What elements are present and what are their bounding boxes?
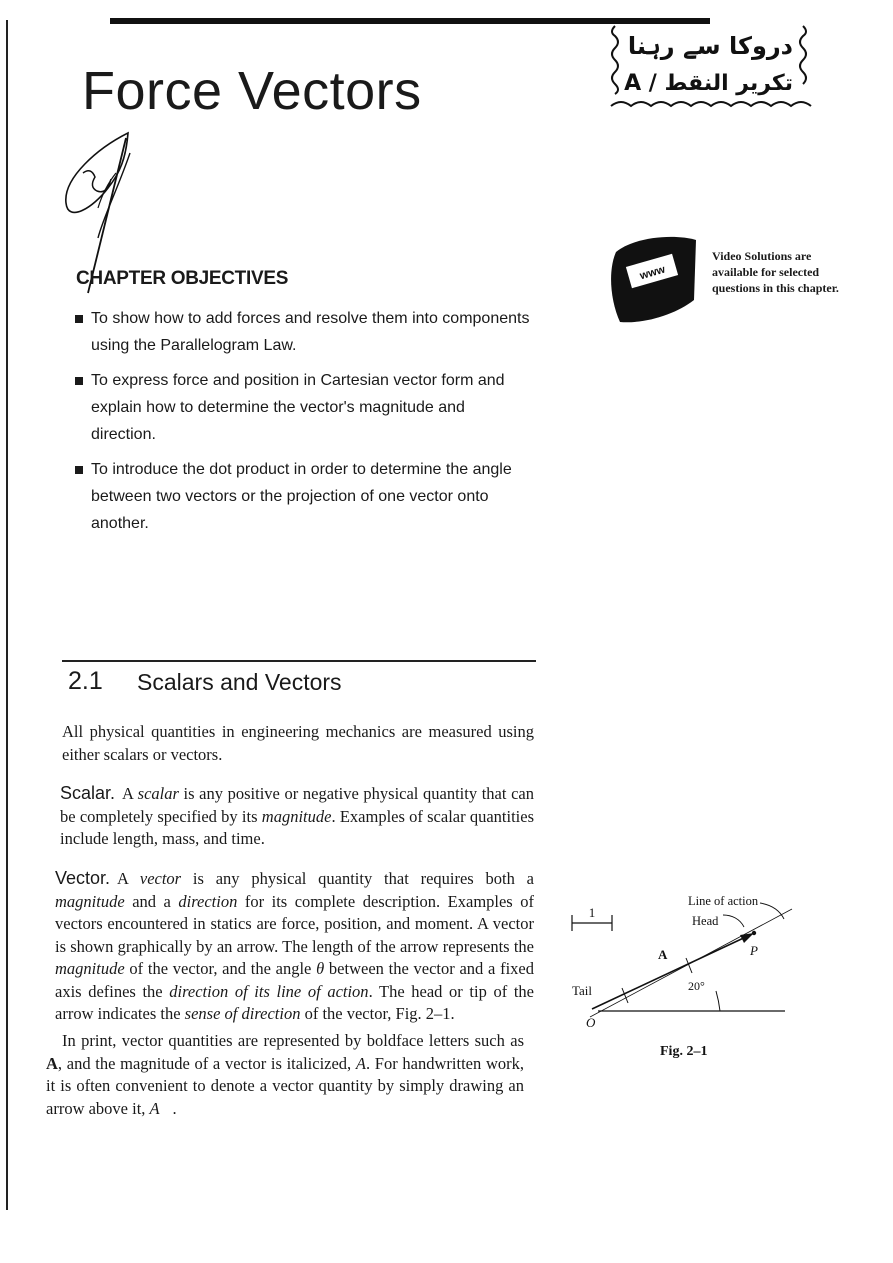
objectives-heading: CHAPTER OBJECTIVES — [76, 268, 289, 289]
stamp-line-2: A / تکریر النقط — [624, 71, 793, 96]
objective-item: To show how to add forces and resolve them into components using the Parallelogram Law. — [74, 305, 534, 359]
figure-2-1 — [560, 885, 800, 1060]
vector-a-shaft — [592, 935, 750, 1009]
section-title: Scalars and Vectors — [137, 669, 342, 695]
head-pointer — [723, 915, 744, 927]
print-paragraph: In print, vector quantities are represented by boldface letters such as A, and the magnitude of a vector is italicized, A. For handwritten work, it is often convenient to denote a vector quantity by simply drawing an arrow above it, A⃗. — [46, 1031, 524, 1118]
vector-a-head — [740, 933, 754, 943]
intro-paragraph: All physical quantities in engineering mechanics are measured using either scalars or vectors. — [62, 722, 534, 764]
left-border-line — [6, 20, 8, 1210]
objective-item: To express force and position in Cartesian vector form and explain how to determine the vector's magnitude and direction. — [74, 367, 534, 448]
section-number: 2.1 — [68, 667, 103, 695]
line-of-action-pointer — [760, 903, 784, 919]
scalar-paragraph: Scalar. A scalar is any positive or negative physical quantity that can be completely specified by its magnitude. Examples of scalar quantities include length, mass, and time. — [60, 783, 535, 848]
point-p-label: P — [750, 943, 758, 958]
vector-a-label: A — [658, 947, 668, 962]
video-solutions-icon — [606, 230, 700, 326]
section-rule — [62, 660, 536, 662]
objective-item: To introduce the dot product in order to determine the angle between two vectors or the projection of one vector onto another. — [74, 456, 534, 537]
tick-mark — [622, 988, 628, 1003]
scalar-heading: Scalar. — [60, 783, 116, 803]
angle-label: 20° — [688, 979, 705, 993]
origin-label: O — [586, 1015, 596, 1030]
point-p-dot — [752, 931, 756, 935]
handwritten-stamp — [603, 18, 818, 116]
video-solutions-note: Video Solutions are available for selected questions in this chapter. — [712, 249, 839, 295]
head-label: Head — [692, 914, 719, 928]
chapter-title: Force Vectors — [82, 61, 422, 121]
line-of-action-label: Line of action — [688, 894, 759, 908]
tail-label: Tail — [572, 983, 593, 998]
stamp-line-1: دروکا سے رہنا — [627, 32, 793, 60]
www-label: www — [638, 263, 667, 283]
angle-arc — [716, 991, 720, 1011]
vector-paragraph: Vector. A vector is any physical quantity that requires both a magnitude and a direction for its complete description. Examples of vectors encountered in statics are force, position, and moment. A vector is shown graphically by an arrow. The length of the arrow represents the magnitude of the vector, and the angle θ between the vector and a fixed axis defines the direction of its line of action. The head or tip of the arrow indicates the sense of direction of the vector, Fig. 2–1. — [55, 868, 535, 1023]
scale-label: 1 — [588, 905, 596, 920]
figure-caption: Fig. 2–1 — [660, 1044, 708, 1059]
objectives-list — [74, 305, 534, 545]
vector-heading: Vector. — [55, 868, 111, 888]
